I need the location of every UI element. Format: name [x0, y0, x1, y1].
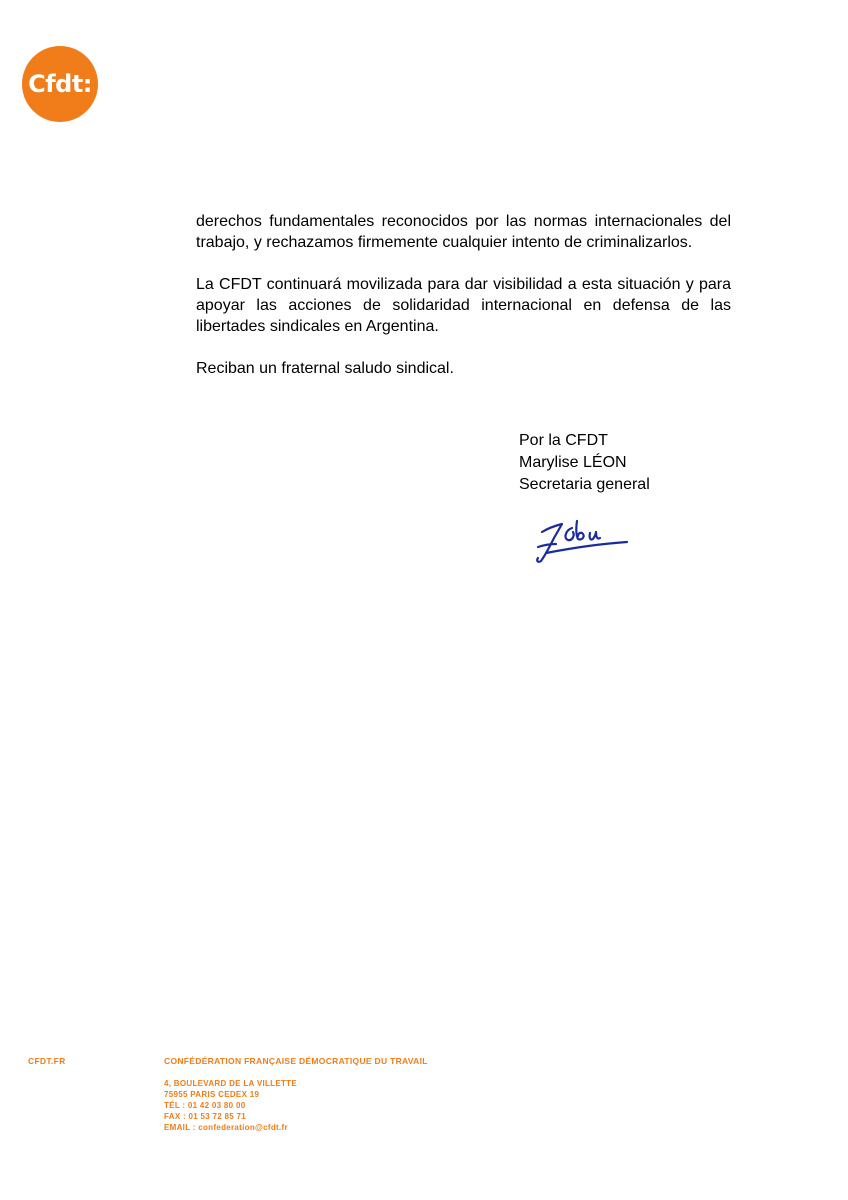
logo-text: Cfdt:: [28, 70, 92, 98]
body-paragraph-2: La CFDT continuará movilizada para dar visibilidad a esta situación y para apoyar las acciones de solidaridad internacional en defensa de las libertades sindicales en Argentina.: [196, 276, 731, 335]
signoff-block: [519, 430, 650, 496]
footer-website: CFDT.FR: [28, 1056, 66, 1066]
signature-stroke-j: [537, 524, 562, 562]
footer-fax: FAX : 01 53 72 85 71: [164, 1112, 247, 1121]
signatory-title: Secretaria general: [519, 476, 650, 493]
signoff-organization: Por la CFDT: [519, 432, 608, 449]
letter-body: [196, 211, 731, 400]
body-paragraph-1: derechos fundamentales reconocidos por las normas internacionales del trabajo, y rechazamos firmemente cualquier intento de criminalizarlos.: [196, 213, 731, 251]
footer-phone: TÉL : 01 42 03 80 00: [164, 1101, 246, 1110]
footer-address-city: 75955 PARIS CEDEX 19: [164, 1090, 260, 1099]
footer-organization: CONFÉDÉRATION FRANÇAISE DÉMOCRATIQUE DU TRAVAIL: [164, 1056, 428, 1066]
footer-email: EMAIL : confederation@cfdt.fr: [164, 1123, 288, 1132]
handwritten-signature: [532, 516, 632, 566]
body-paragraph-closing: Reciban un fraternal saludo sindical.: [196, 360, 454, 377]
signatory-name: Marylise LÉON: [519, 454, 627, 471]
footer-contact: [164, 1078, 297, 1133]
footer-address-street: 4, BOULEVARD DE LA VILLETTE: [164, 1079, 297, 1088]
signature-stroke-letters: [565, 521, 600, 540]
cfdt-logo: [22, 46, 98, 122]
signature-stroke-cross: [538, 544, 556, 547]
signature-underline: [546, 542, 627, 553]
